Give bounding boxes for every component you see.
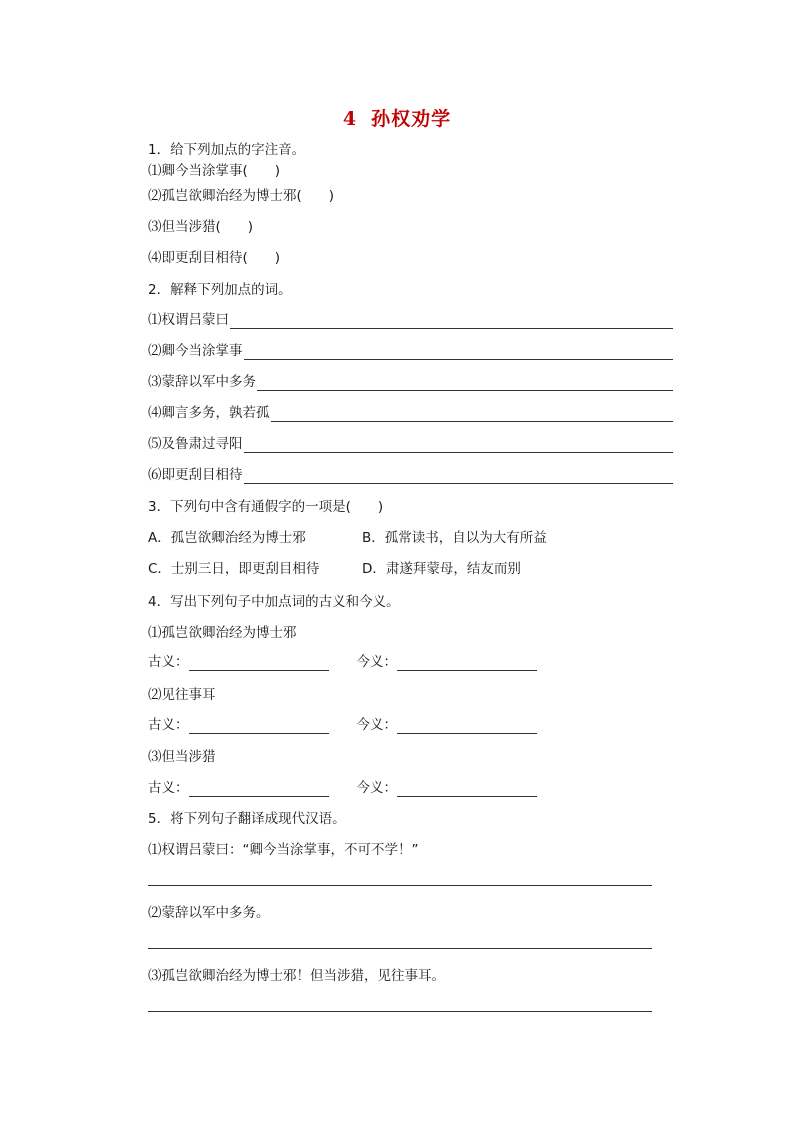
q4-answer-row-1 <box>148 653 537 671</box>
q1-item-1: ⑴卿今当涂掌事( ) <box>148 163 281 179</box>
jin-label: 今义： <box>356 717 397 733</box>
gu-label: 古义： <box>148 717 189 733</box>
lesson-number: 4 <box>342 108 358 130</box>
answer-line[interactable] <box>244 467 674 484</box>
q3-option-a[interactable]: A．孤岂欲卿治经为博士邪 <box>148 530 306 546</box>
answer-line[interactable] <box>244 343 674 360</box>
q2-item-5: ⑸及鲁肃过寻阳 <box>148 436 243 452</box>
q2-row-3 <box>148 373 673 391</box>
q3-option-d[interactable]: D．肃遂拜蒙母，结友而别 <box>362 561 521 577</box>
q5-item-1: ⑴权谓吕蒙曰：“卿今当涂掌事，不可不学！” <box>148 842 419 858</box>
q2-row-6 <box>148 466 673 484</box>
q2-row-2 <box>148 342 673 360</box>
q4-answer-row-3 <box>148 779 537 797</box>
q1-item-2: ⑵孤岂欲卿治经为博士邪( ) <box>148 188 335 204</box>
q4-item-3: ⑶但当涉猎 <box>148 749 216 765</box>
q4-item-2: ⑵见往事耳 <box>148 687 216 703</box>
jin-answer-line[interactable] <box>397 780 537 797</box>
q5-item-2: ⑵蒙辞以军中多务。 <box>148 905 270 921</box>
q5-stem: 5．将下列句子翻译成现代汉语。 <box>148 811 346 827</box>
page-title <box>0 104 794 131</box>
q4-item-1: ⑴孤岂欲卿治经为博士邪 <box>148 625 297 641</box>
translation-line-2[interactable] <box>148 948 652 949</box>
gu-answer-line[interactable] <box>189 780 329 797</box>
q3-option-c[interactable]: C．士别三日，即更刮目相待 <box>148 561 320 577</box>
answer-line[interactable] <box>257 374 673 391</box>
q2-stem: 2．解释下列加点的词。 <box>148 282 292 298</box>
q2-row-4 <box>148 404 673 422</box>
gu-answer-line[interactable] <box>189 717 329 734</box>
q2-item-1: ⑴权谓吕蒙曰 <box>148 312 229 328</box>
lesson-title: 孙权劝学 <box>371 108 452 130</box>
q2-row-1 <box>148 311 673 329</box>
q1-stem: 1．给下列加点的字注音。 <box>148 142 306 158</box>
q2-item-3: ⑶蒙辞以军中多务 <box>148 374 256 390</box>
q4-stem: 4．写出下列句子中加点词的古义和今义。 <box>148 594 400 610</box>
q2-row-5 <box>148 435 673 453</box>
q3-stem: 3．下列句中含有通假字的一项是( ) <box>148 499 384 515</box>
answer-line[interactable] <box>230 312 673 329</box>
gu-label: 古义： <box>148 780 189 796</box>
q3-option-b[interactable]: B．孤常读书，自以为大有所益 <box>362 530 547 546</box>
q5-item-3: ⑶孤岂欲卿治经为博士邪！但当涉猎，见往事耳。 <box>148 968 445 984</box>
jin-answer-line[interactable] <box>397 717 537 734</box>
translation-line-1[interactable] <box>148 885 652 886</box>
answer-line[interactable] <box>244 436 674 453</box>
gu-answer-line[interactable] <box>189 654 329 671</box>
jin-label: 今义： <box>356 654 397 670</box>
answer-line[interactable] <box>271 405 674 422</box>
q1-item-4: ⑷即更刮目相待( ) <box>148 250 281 266</box>
jin-answer-line[interactable] <box>397 654 537 671</box>
q1-item-3: ⑶但当涉猎( ) <box>148 219 254 235</box>
jin-label: 今义： <box>356 780 397 796</box>
q2-item-6: ⑹即更刮目相待 <box>148 467 243 483</box>
q2-item-2: ⑵卿今当涂掌事 <box>148 343 243 359</box>
q2-item-4: ⑷卿言多务，孰若孤 <box>148 405 270 421</box>
translation-line-3[interactable] <box>148 1011 652 1012</box>
q4-answer-row-2 <box>148 716 537 734</box>
gu-label: 古义： <box>148 654 189 670</box>
